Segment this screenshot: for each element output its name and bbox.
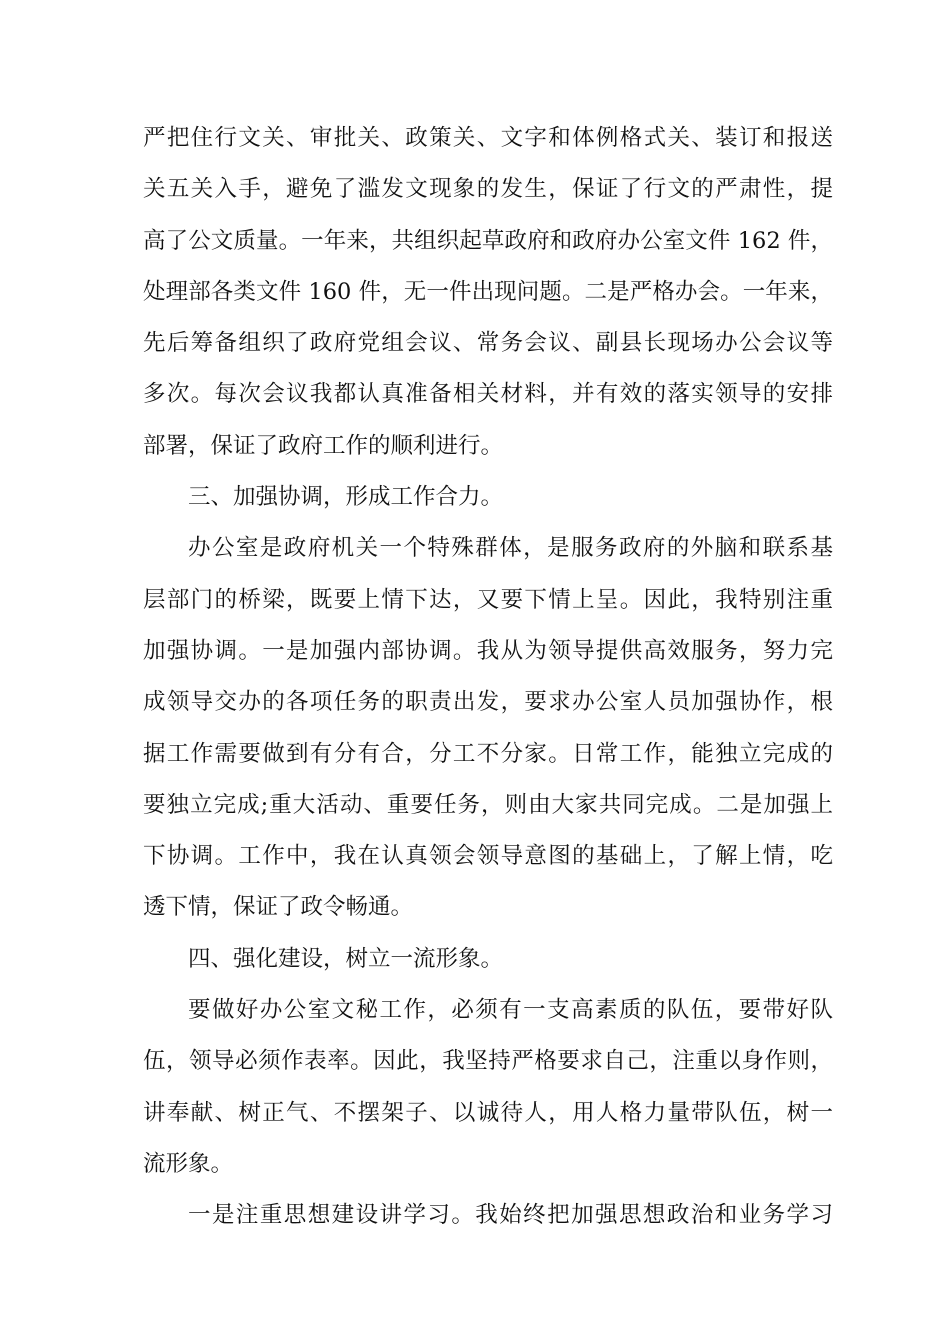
text-line: 处理部各类文件 160 件，无一件出现问题。二是严格办会。一年来， <box>143 278 833 305</box>
text-line: 要独立完成;重大活动、重要任务，则由大家共同完成。二是加强上 <box>143 791 833 818</box>
body-text <box>143 116 833 1245</box>
text-line: 严把住行文关、审批关、政策关、文字和体例格式关、装订和报送 <box>143 125 833 151</box>
text-line: 高了公文质量。一年来，共组织起草政府和政府办公室文件 162 件， <box>143 227 833 254</box>
text-line: 一是注重思想建设讲学习。我始终把加强思想政治和业务学习 <box>188 1202 833 1229</box>
text-line: 要做好办公室文秘工作，必须有一支高素质的队伍，要带好队 <box>188 997 833 1024</box>
text-line: 办公室是政府机关一个特殊群体，是服务政府的外脑和联系基 <box>188 535 833 562</box>
text-line: 流形象。 <box>143 1150 234 1177</box>
section-heading: 三、加强协调，形成工作合力。 <box>188 484 504 511</box>
text-line: 伍，领导必须作表率。因此，我坚持严格要求自己，注重以身作则， <box>143 1048 833 1075</box>
text-line: 先后筹备组织了政府党组会议、常务会议、副县长现场办公会议等 <box>143 330 833 357</box>
text-line: 多次。每次会议我都认真准备相关材料，并有效的落实领导的安排 <box>143 381 833 408</box>
text-line: 部署，保证了政府工作的顺利进行。 <box>143 432 504 459</box>
section-heading: 四、强化建设，树立一流形象。 <box>188 945 504 972</box>
text-line: 讲奉献、树正气、不摆架子、以诚待人，用人格力量带队伍，树一 <box>143 1099 833 1126</box>
text-line: 关五关入手，避免了滥发文现象的发生，保证了行文的严肃性，提 <box>143 176 833 203</box>
text-line: 成领导交办的各项任务的职责出发，要求办公室人员加强协作，根 <box>143 689 833 716</box>
text-line: 据工作需要做到有分有合，分工不分家。日常工作，能独立完成的 <box>143 740 833 767</box>
text-line: 下协调。工作中，我在认真领会领导意图的基础上，了解上情，吃 <box>143 843 833 870</box>
text-line: 加强协调。一是加强内部协调。我从为领导提供高效服务，努力完 <box>143 637 833 664</box>
text-line: 层部门的桥梁，既要上情下达，又要下情上呈。因此，我特别注重 <box>143 586 833 613</box>
text-line: 透下情，保证了政令畅通。 <box>143 894 414 921</box>
